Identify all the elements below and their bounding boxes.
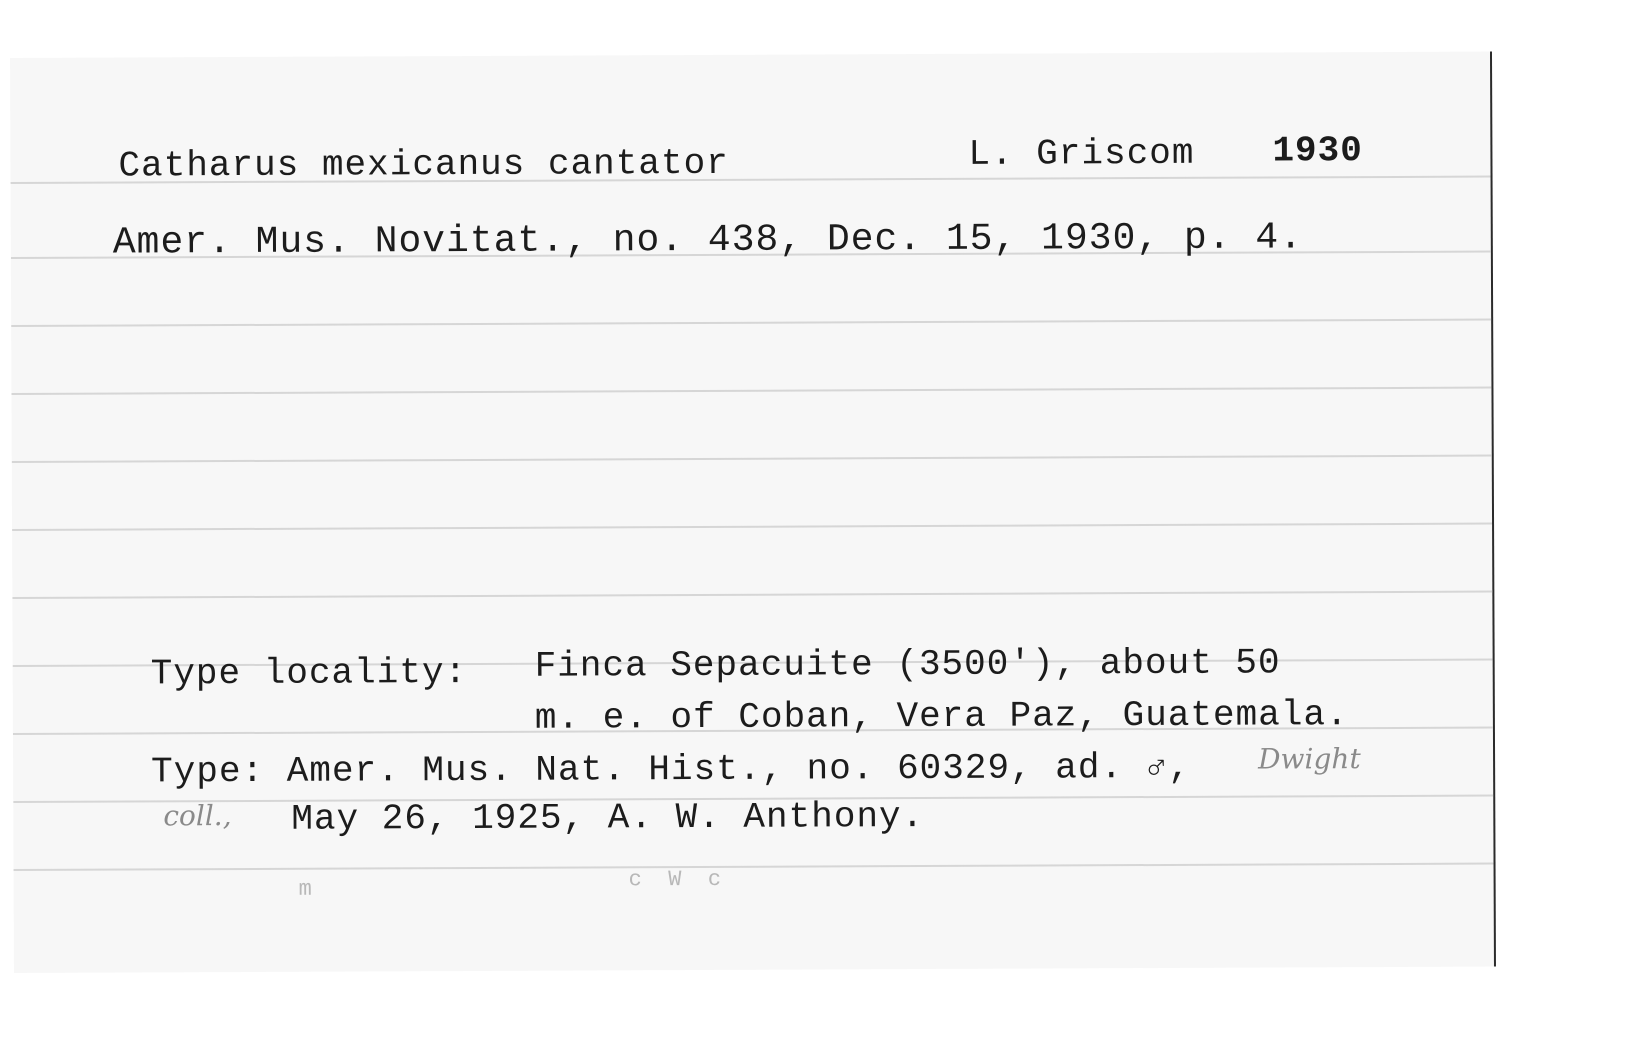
type-line1: Type: Amer. Mus. Nat. Hist., no. 60329, ad. ♂, [151, 746, 1191, 793]
type-line2: May 26, 1925, A. W. Anthony. [291, 796, 925, 840]
author: L. Griscom [968, 132, 1195, 175]
handwritten-coll: coll., [163, 799, 232, 833]
year: 1930 [1272, 130, 1363, 172]
type-locality-label: Type locality: [150, 652, 468, 695]
index-card [10, 52, 1496, 973]
footer-mark-center: c W c [628, 866, 722, 893]
type-locality-line1: Finca Sepacuite (3500'), about 50 [534, 642, 1281, 687]
species-name: Catharus mexicanus cantator [118, 142, 729, 187]
type-locality-line2: m. e. of Coban, Vera Paz, Guatemala. [534, 694, 1349, 739]
citation: Amer. Mus. Novitat., no. 438, Dec. 15, 1930, p. 4. [112, 216, 1304, 265]
footer-mark-left: m [298, 876, 312, 902]
handwritten-dwight: Dwight [1257, 742, 1361, 776]
